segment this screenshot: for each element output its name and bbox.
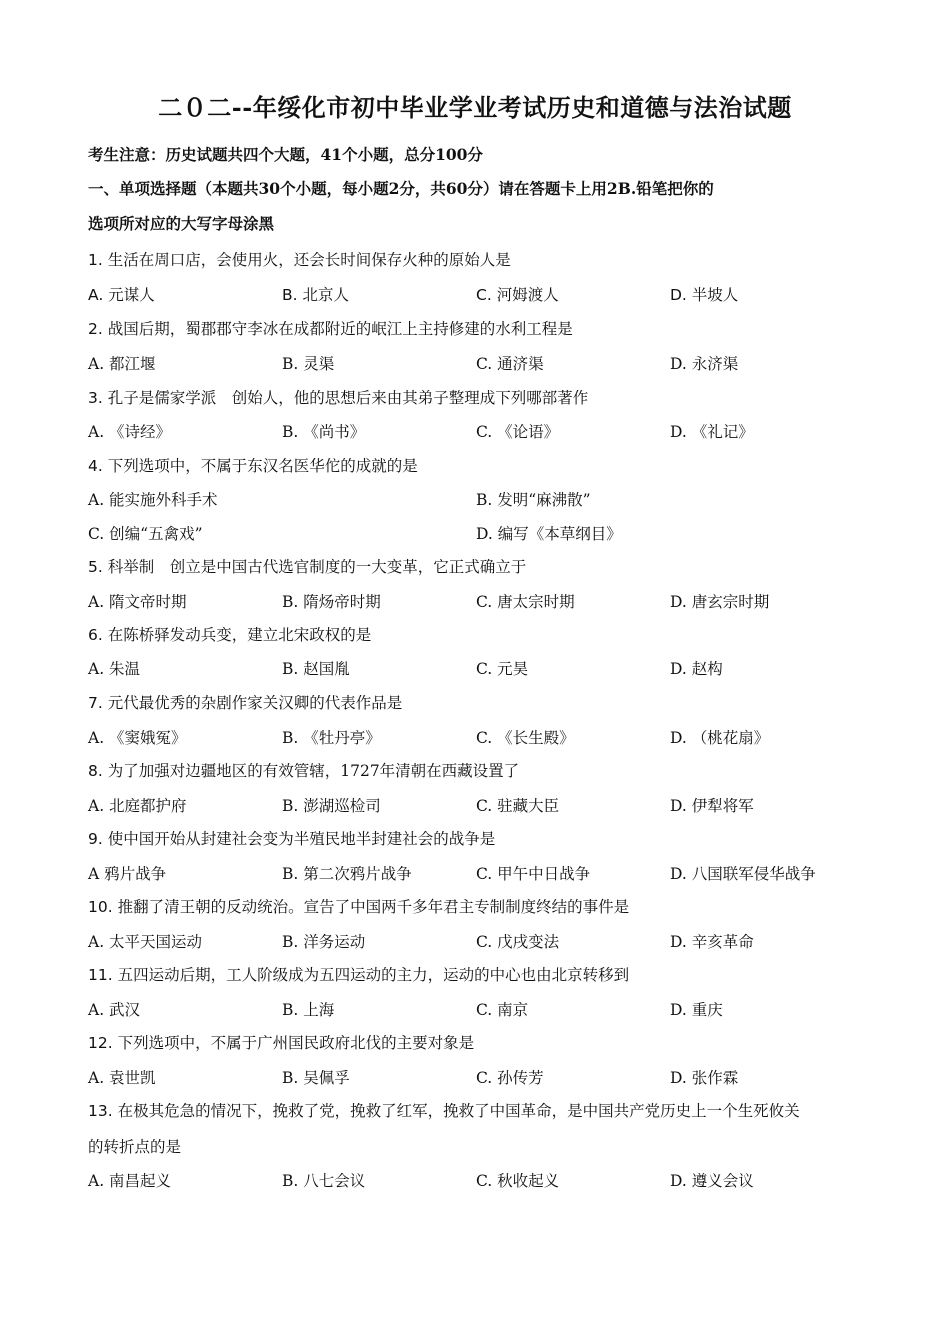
question-1 [88, 248, 511, 270]
option-a: A. 武汉 [88, 1001, 141, 1019]
question-text: 生活在周口店，会使用火，还会长时间保存火种的原始人是 [107, 251, 511, 269]
question-number: 10. [88, 898, 113, 916]
option-c: C. 《长生殿》 [476, 729, 575, 747]
options-q2 [88, 352, 868, 374]
question-text: 战国后期，蜀郡郡守李冰在成都附近的岷江上主持修建的水利工程是 [107, 320, 573, 338]
option-c: C. 元昊 [476, 660, 529, 678]
option-a: A 鸦片战争 [88, 865, 167, 883]
question-13-continuation: 的转折点的是 [88, 1138, 182, 1156]
question-number: 5. [88, 558, 103, 576]
option-b: B. 上海 [282, 1001, 335, 1019]
option-b: B. 隋炀帝时期 [282, 593, 381, 611]
option-b: B. 《尚书》 [282, 423, 366, 441]
option-a: A. 《窦娥冤》 [88, 729, 187, 747]
question-11 [88, 963, 629, 985]
option-b: B. 《牡丹亭》 [282, 729, 381, 747]
question-5 [88, 555, 526, 577]
question-text: 下列选项中，不属于东汉名医华佗的成就的是 [107, 457, 418, 475]
option-a: A. 隋文帝时期 [88, 593, 187, 611]
question-number: 7. [88, 694, 103, 712]
option-b: B. 灵渠 [282, 355, 335, 373]
question-text: 使中国开始从封建社会变为半殖民地半封建社会的战争是 [107, 830, 496, 848]
option-b: B. 八七会议 [282, 1172, 366, 1190]
question-text: 元代最优秀的杂剧作家关汉卿的代表作品是 [107, 694, 403, 712]
option-c: C. 秋收起义 [476, 1172, 560, 1190]
options-q13 [88, 1169, 868, 1191]
option-b: B. 发明“麻沸散” [476, 491, 591, 509]
options-q4-row2 [88, 522, 868, 544]
question-text: 孔子是儒家学派 创始人，他的思想后来由其弟子整理成下列哪部著作 [107, 389, 589, 407]
options-q7 [88, 726, 868, 748]
option-d: D. 唐玄宗时期 [670, 593, 770, 611]
question-number: 6. [88, 626, 103, 644]
options-q3 [88, 420, 868, 442]
option-a: A. 南昌起义 [88, 1172, 172, 1190]
option-d: D. 辛亥革命 [670, 933, 754, 951]
question-8 [88, 759, 519, 781]
question-10 [88, 895, 629, 917]
option-c: C. 河姆渡人 [476, 286, 559, 304]
options-q12 [88, 1066, 868, 1088]
question-text: 在陈桥驿发动兵变，建立北宋政权的是 [107, 626, 372, 644]
question-4 [88, 454, 418, 476]
notice: 考生注意：历史试题共四个大题，41个小题，总分100分 [88, 145, 483, 164]
question-number: 1. [88, 251, 103, 269]
question-number: 12. [88, 1034, 113, 1052]
options-q5 [88, 590, 868, 612]
option-b: B. 澎湖巡检司 [282, 797, 381, 815]
option-d: D. 张作霖 [670, 1069, 739, 1087]
option-a: A. 北庭都护府 [88, 797, 187, 815]
options-q10 [88, 930, 868, 952]
option-c: C. 南京 [476, 1001, 529, 1019]
question-number: 3. [88, 389, 103, 407]
option-d: D. 半坡人 [670, 286, 739, 304]
question-text: 为了加强对边疆地区的有效管辖，1727年清朝在西藏设置了 [107, 762, 520, 780]
option-c: C. 戊戌变法 [476, 933, 560, 951]
option-c: C. 孙传芳 [476, 1069, 544, 1087]
option-d: D. 编写《本草纲目》 [476, 525, 622, 543]
option-d: D. 八国联军侵华战争 [670, 865, 816, 883]
question-2 [88, 317, 573, 339]
option-b: B. 洋务运动 [282, 933, 366, 951]
question-text: 推翻了清王朝的反动统治。宣告了中国两千多年君主专制制度终结的事件是 [117, 898, 630, 916]
option-b: B. 北京人 [282, 286, 350, 304]
question-number: 9. [88, 830, 103, 848]
question-7 [88, 691, 402, 713]
options-q4-row1 [88, 488, 868, 510]
option-c: C. 创编“五禽戏” [88, 525, 203, 543]
question-number: 8. [88, 762, 103, 780]
option-a: A. 《诗经》 [88, 423, 172, 441]
option-c: C. 《论语》 [476, 423, 560, 441]
option-a: A. 元谋人 [88, 286, 155, 304]
option-d: D. （桃花扇》 [670, 729, 770, 747]
option-a: A. 朱温 [88, 660, 141, 678]
option-d: D. 伊犁将军 [670, 797, 754, 815]
question-6 [88, 623, 371, 645]
option-b: B. 第二次鸦片战争 [282, 865, 412, 883]
option-d: D. 永济渠 [670, 355, 739, 373]
options-q9 [88, 862, 868, 884]
section-heading-line1: 一、单项选择题（本题共30个小题，每小题2分，共60分）请在答题卡上用2B.铅笔把你的 [88, 179, 714, 198]
options-q6 [88, 657, 868, 679]
question-3 [88, 386, 588, 408]
question-12 [88, 1031, 474, 1053]
option-c: C. 通济渠 [476, 355, 544, 373]
exam-title: 二０二--年绥化市初中毕业学业考试历史和道德与法治试题 [158, 93, 792, 122]
option-d: D. 赵构 [670, 660, 723, 678]
question-text: 五四运动后期，工人阶级成为五四运动的主力，运动的中心也由北京转移到 [117, 966, 630, 984]
option-c: C. 甲午中日战争 [476, 865, 591, 883]
option-a: A. 都江堰 [88, 355, 156, 373]
option-a: A. 能实施外科手术 [88, 491, 218, 509]
question-number: 11. [88, 966, 113, 984]
section-heading-line2: 选项所对应的大写字母涂黑 [88, 214, 275, 233]
question-text: 科举制 创立是中国古代选官制度的一大变革，它正式确立于 [107, 558, 527, 576]
option-c: C. 唐太宗时期 [476, 593, 575, 611]
question-number: 2. [88, 320, 103, 338]
question-text: 在极其危急的情况下，挽救了党，挽救了红军，挽救了中国革命，是中国共产党历史上一个生死攸关 [117, 1102, 800, 1120]
question-text: 下列选项中，不属于广州国民政府北伐的主要对象是 [117, 1034, 475, 1052]
option-a: A. 袁世凯 [88, 1069, 156, 1087]
option-d: D. 重庆 [670, 1001, 723, 1019]
option-d: D. 遵义会议 [670, 1172, 754, 1190]
option-b: B. 赵国胤 [282, 660, 350, 678]
options-q8 [88, 794, 868, 816]
question-number: 13. [88, 1102, 113, 1120]
option-d: D. 《礼记》 [670, 423, 754, 441]
options-q1 [88, 283, 868, 305]
option-c: C. 驻藏大臣 [476, 797, 560, 815]
question-13 [88, 1099, 800, 1121]
option-b: B. 吴佩孚 [282, 1069, 350, 1087]
options-q11 [88, 998, 868, 1020]
question-number: 4. [88, 457, 103, 475]
option-a: A. 太平天国运动 [88, 933, 203, 951]
question-9 [88, 827, 495, 849]
